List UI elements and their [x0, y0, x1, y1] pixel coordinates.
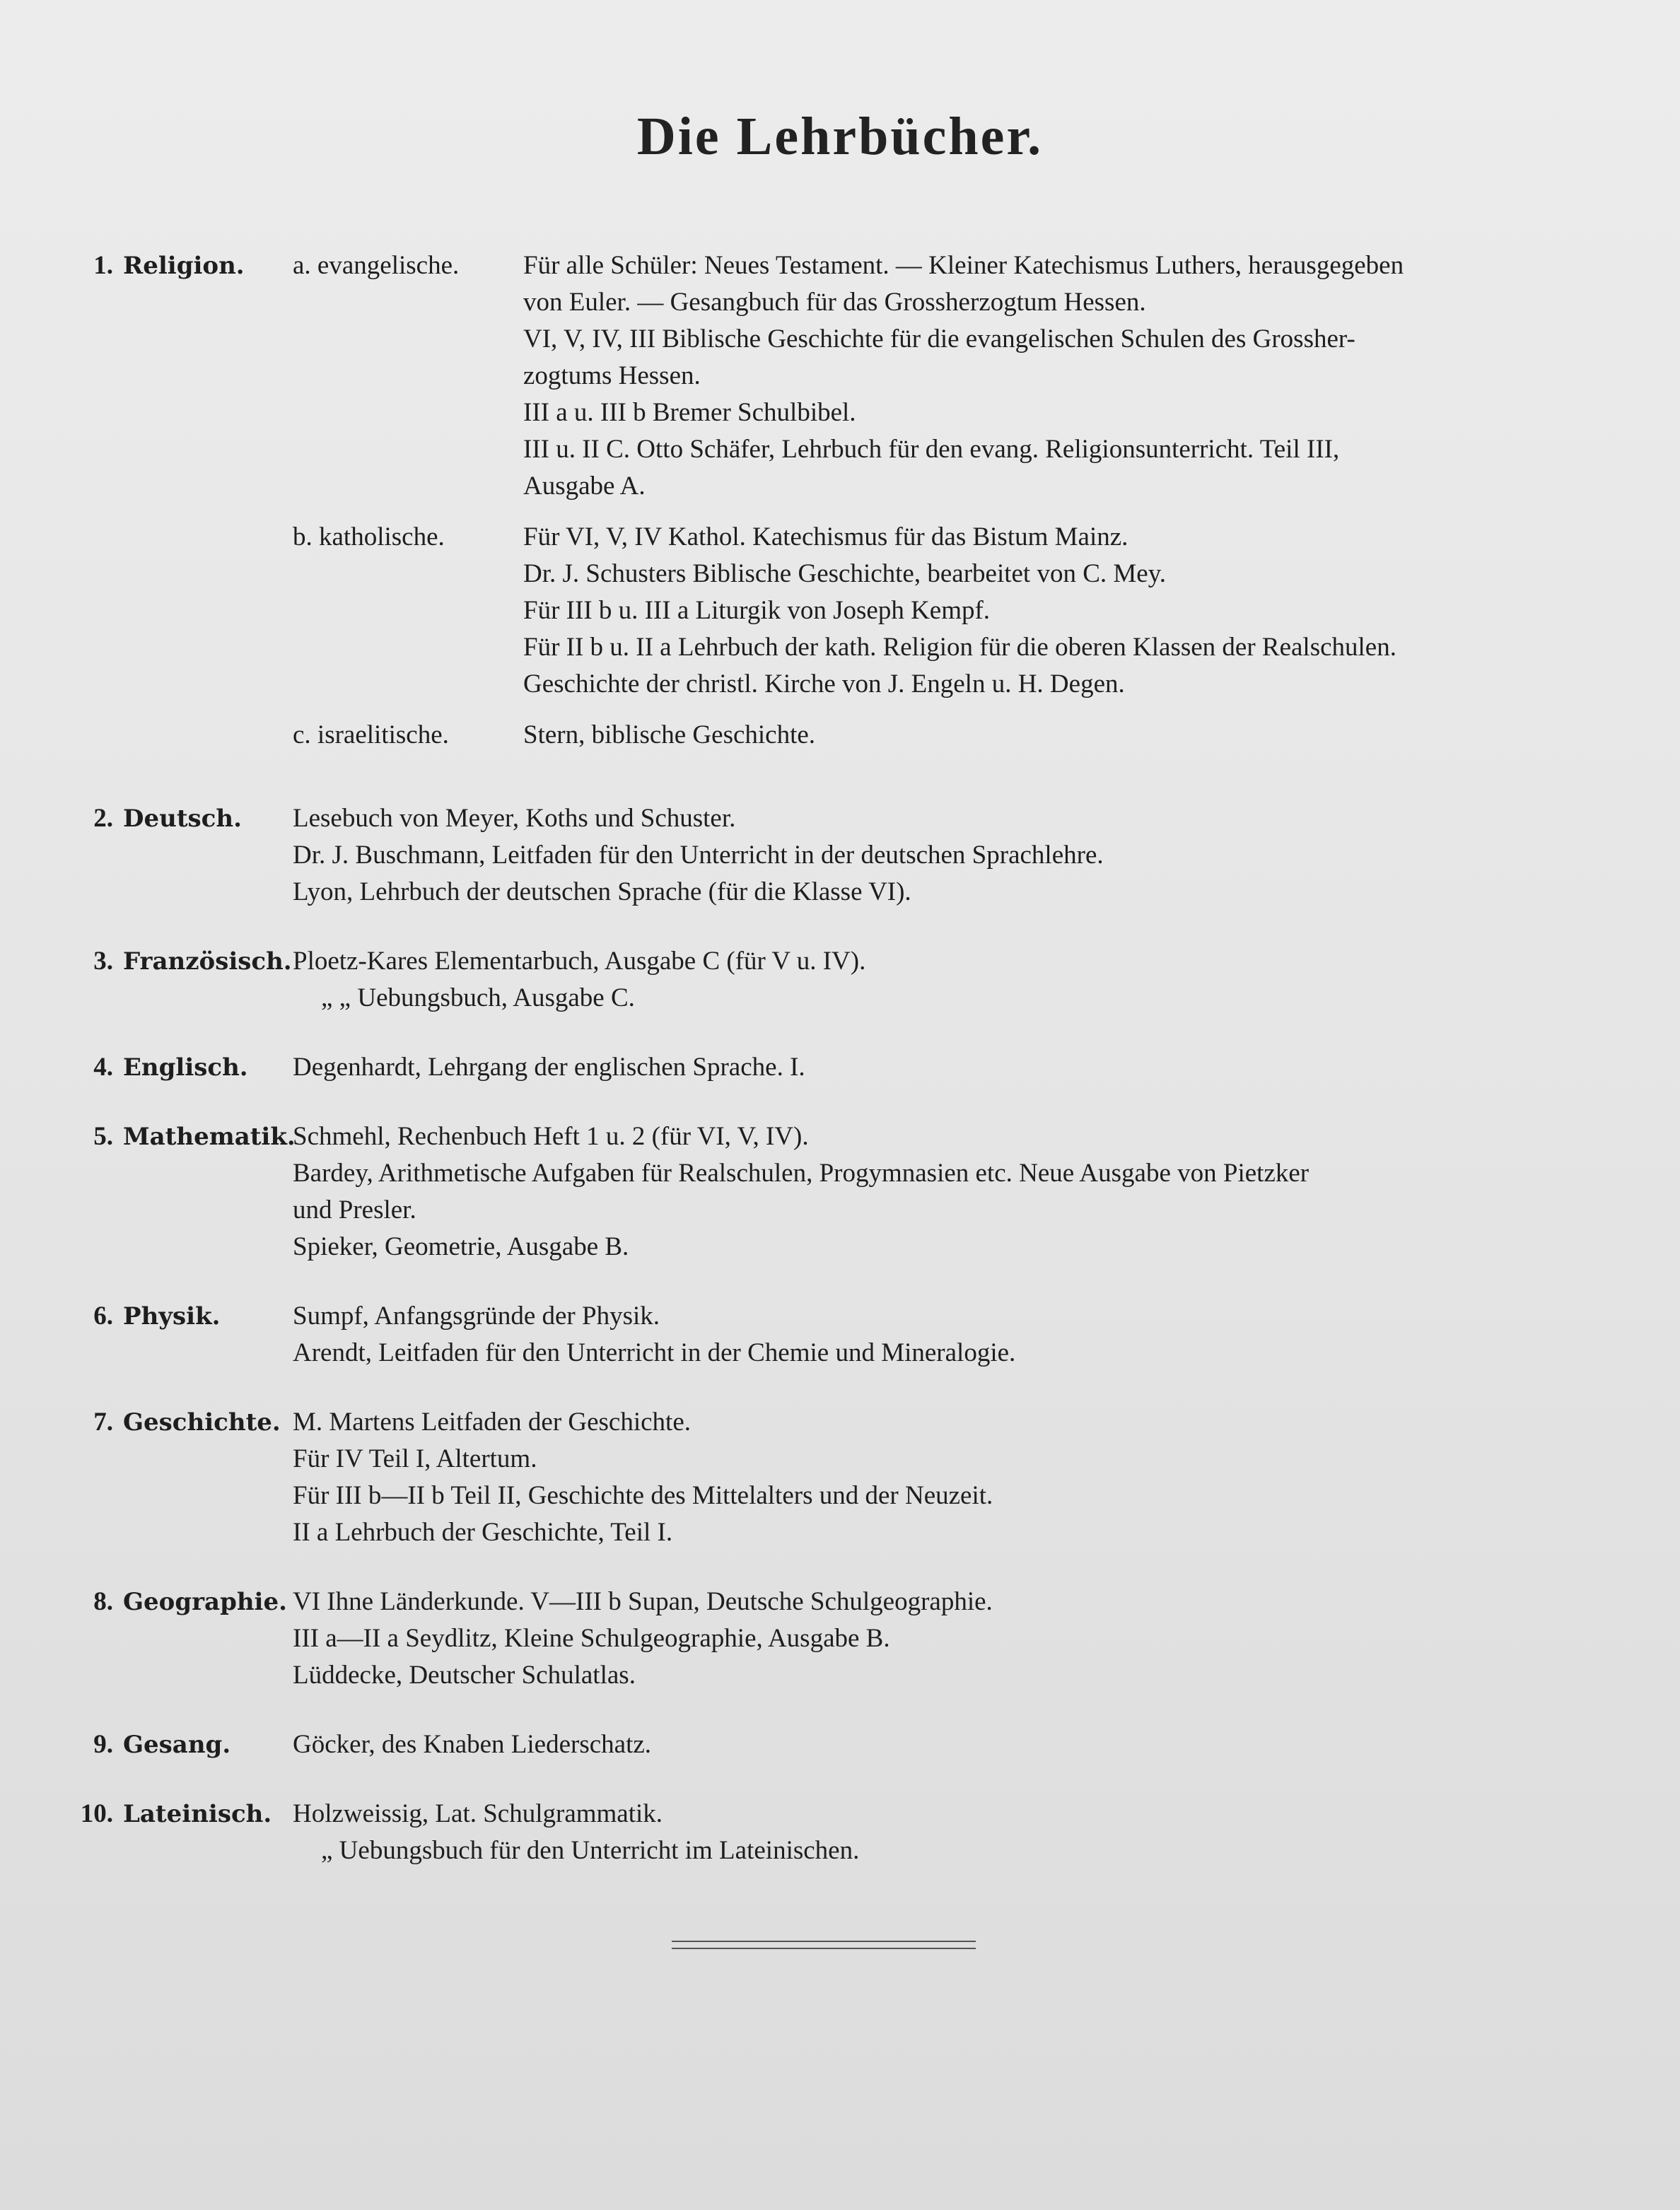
text-line: Bardey, Arithmetische Aufgaben für Realschulen, Progymnasien etc. Neue Ausgabe von Pietzker [293, 1159, 1309, 1188]
section-geographie [64, 1584, 1598, 1694]
section-number: 7. [93, 1408, 113, 1437]
text-line: Für IV Teil I, Altertum. [293, 1444, 537, 1473]
text-line: Holzweissig, Lat. Schulgrammatik. [293, 1799, 663, 1828]
text-line: Schmehl, Rechenbuch Heft 1 u. 2 (für VI, V, IV). [293, 1122, 809, 1151]
section-subject: Deutsch. [123, 805, 242, 833]
section-number: 4. [93, 1053, 113, 1082]
section-englisch [64, 1049, 1598, 1086]
text-line: III u. II C. Otto Schäfer, Lehrbuch für den evang. Religionsunterricht. Teil III, [523, 435, 1340, 464]
section-subject: Geschichte. [123, 1408, 281, 1437]
subsection-israelitisch [293, 717, 1598, 754]
section-lateinisch [64, 1796, 1598, 1869]
text-line: VI Ihne Länderkunde. V—III b Supan, Deutsche Schulgeographie. [293, 1587, 993, 1616]
text-line: III a u. III b Bremer Schulbibel. [523, 398, 856, 427]
section-number: 2. [93, 804, 113, 833]
text-line: Für alle Schüler: Neues Testament. — Kleiner Katechismus Luthers, herausgegeben [523, 251, 1404, 280]
text-line: Für III b—II b Teil II, Geschichte des Mittelalters und der Neuzeit. [293, 1481, 993, 1510]
subsection-label: c. israelitische. [293, 720, 449, 749]
text-line: Für III b u. III a Liturgik von Joseph Kempf. [523, 596, 991, 625]
section-number: 5. [93, 1122, 113, 1151]
text-line: VI, V, IV, III Biblische Geschichte für die evangelischen Schulen des Grossher- [523, 325, 1355, 353]
section-number: 9. [93, 1730, 113, 1759]
text-line: M. Martens Leitfaden der Geschichte. [293, 1408, 692, 1437]
subsection-label: b. katholische. [293, 522, 445, 551]
text-line: III a—II a Seydlitz, Kleine Schulgeographie, Ausgabe B. [293, 1624, 890, 1653]
subsection-katholisch [293, 519, 1598, 703]
section-number: 1. [93, 251, 113, 280]
section-subject: Geographie. [123, 1588, 287, 1616]
text-line: Für II b u. II a Lehrbuch der kath. Religion für die oberen Klassen der Realschulen. [523, 633, 1396, 662]
text-line: Lüddecke, Deutscher Schulatlas. [293, 1661, 636, 1690]
subsection-evangelisch [293, 247, 1598, 505]
section-subject: Physik. [123, 1302, 221, 1331]
section-religion [64, 247, 1598, 768]
section-number: 8. [93, 1587, 113, 1616]
text-line: zogtums Hessen. [523, 361, 701, 390]
section-subject: Mathematik. [123, 1123, 296, 1151]
text-line: und Presler. [293, 1195, 416, 1224]
text-line: Sumpf, Anfangsgründe der Physik. [293, 1302, 660, 1331]
text-line: Arendt, Leitfaden für den Unterricht in der Chemie und Mineralogie. [293, 1338, 1016, 1367]
section-mathematik [64, 1118, 1598, 1265]
section-number: 10. [80, 1799, 113, 1828]
section-body [293, 247, 1598, 768]
text-line: „ „ Uebungsbuch, Ausgabe C. [321, 983, 635, 1012]
text-line: Lesebuch von Meyer, Koths und Schuster. [293, 804, 736, 833]
textbook-list [64, 247, 1598, 1902]
section-physik [64, 1298, 1598, 1372]
section-number: 3. [93, 947, 113, 976]
section-subject: Religion. [123, 252, 245, 280]
section-number: 6. [93, 1302, 113, 1331]
text-line: von Euler. — Gesangbuch für das Grossherzogtum Hessen. [523, 288, 1146, 317]
text-line: Stern, biblische Geschichte. [523, 720, 816, 749]
text-line: Lyon, Lehrbuch der deutschen Sprache (für die Klasse VI). [293, 877, 911, 906]
section-subject: Lateinisch. [123, 1800, 272, 1828]
section-subject: Französisch. [123, 947, 292, 976]
section-geschichte [64, 1404, 1598, 1551]
section-franzoesisch [64, 943, 1598, 1017]
text-line: Ausgabe A. [523, 472, 646, 501]
text-line: Für VI, V, IV Kathol. Katechismus für das Bistum Mainz. [523, 522, 1128, 551]
section-gesang [64, 1726, 1598, 1763]
text-line: Geschichte der christl. Kirche von J. Engeln u. H. Degen. [523, 670, 1125, 698]
text-line: Dr. J. Buschmann, Leitfaden für den Unterricht in der deutschen Sprachlehre. [293, 841, 1104, 870]
closing-double-rule [672, 1941, 976, 1949]
text-line: Degenhardt, Lehrgang der englischen Sprache. I. [293, 1053, 805, 1082]
section-deutsch [64, 800, 1598, 911]
text-line: Göcker, des Knaben Liederschatz. [293, 1730, 652, 1759]
page-title: Die Lehrbücher. [636, 107, 1044, 166]
text-line: „ Uebungsbuch für den Unterricht im Lateinischen. [321, 1836, 860, 1865]
text-line: Spieker, Geometrie, Ausgabe B. [293, 1232, 629, 1261]
text-line: II a Lehrbuch der Geschichte, Teil I. [293, 1518, 673, 1547]
section-subject: Gesang. [123, 1731, 231, 1759]
text-line: Ploetz-Kares Elementarbuch, Ausgabe C (für V u. IV). [293, 947, 866, 976]
section-subject: Englisch. [123, 1053, 248, 1082]
text-line: Dr. J. Schusters Biblische Geschichte, bearbeitet von C. Mey. [523, 559, 1167, 588]
subsection-label: a. evangelische. [293, 251, 460, 280]
